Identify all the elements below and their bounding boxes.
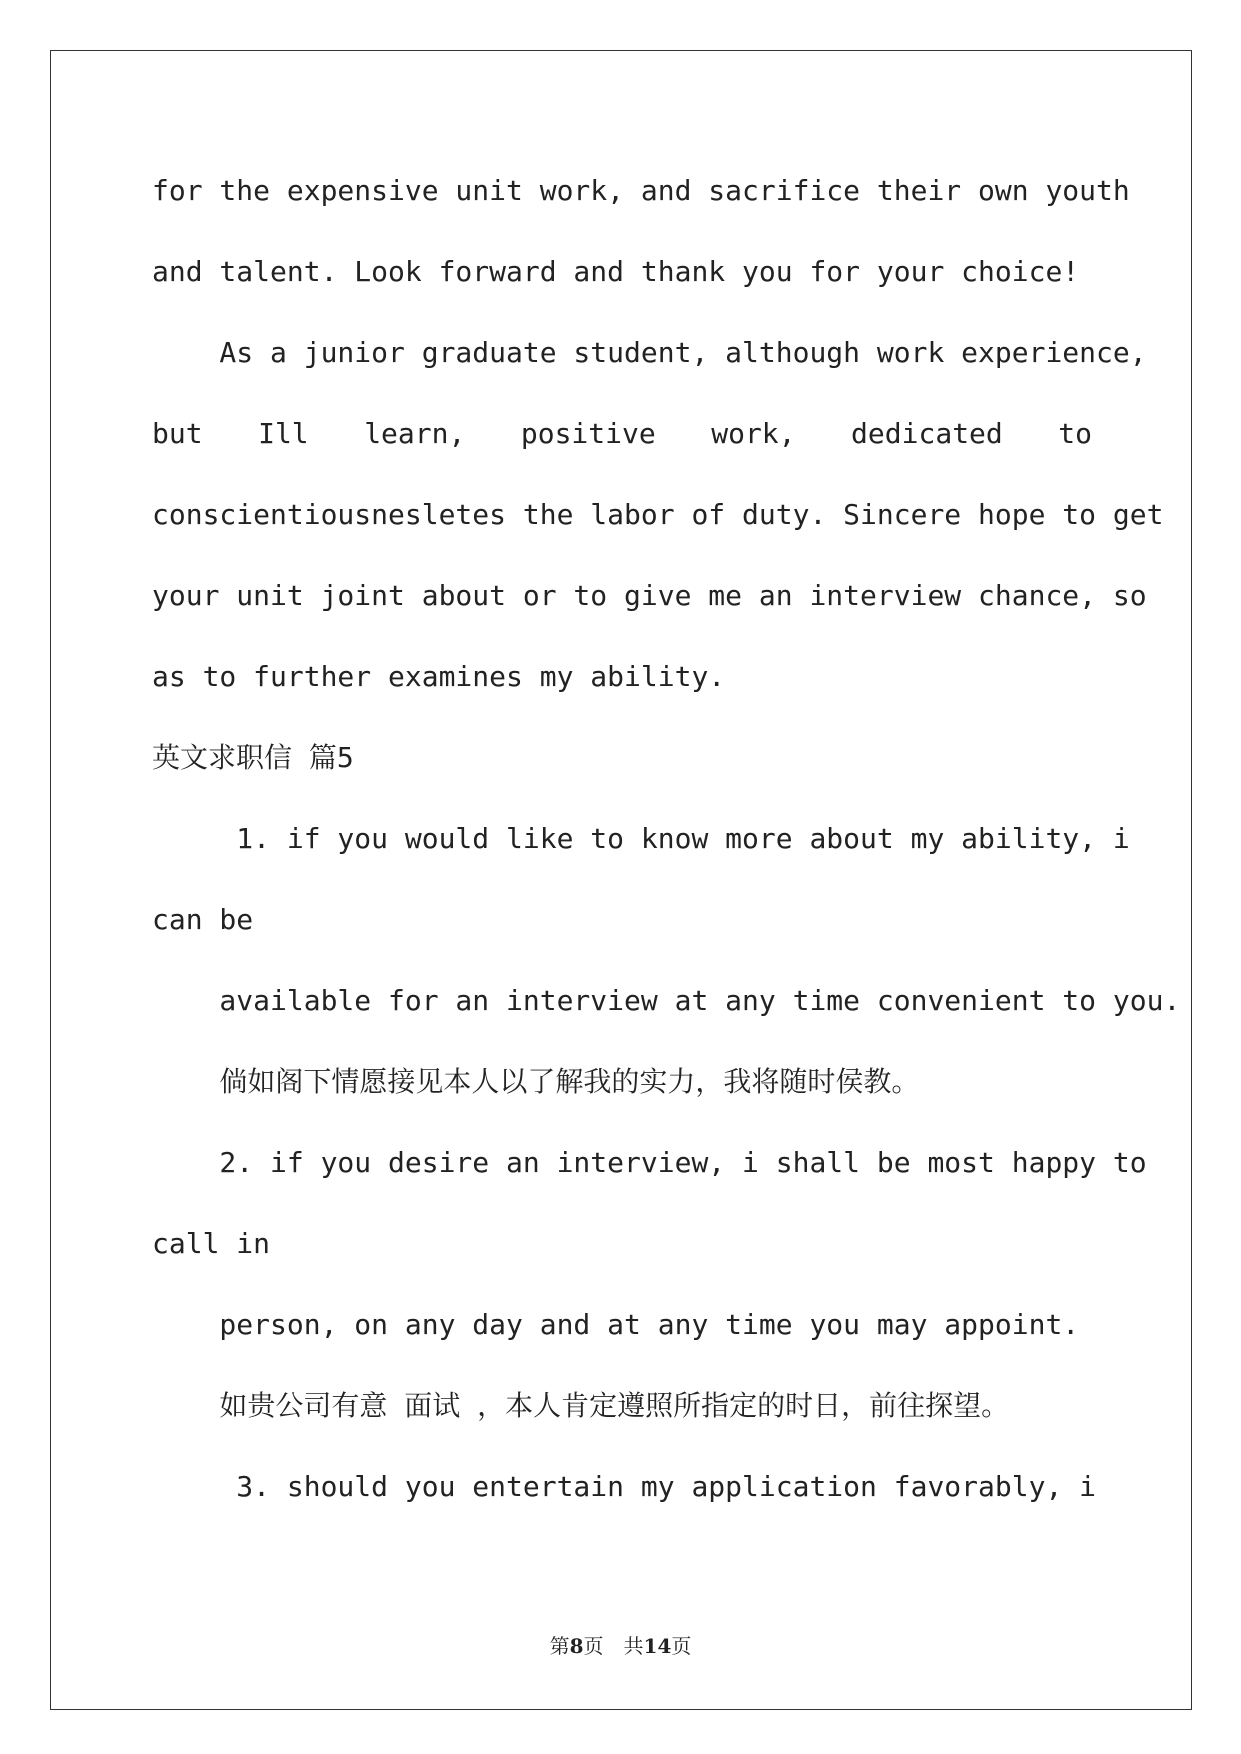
body-line-11: available for an interview at any time convenient to you.	[152, 984, 1181, 1017]
body-line-16: 如贵公司有意 面试 ，本人肯定遵照所指定的时日，前往探望。	[152, 1389, 1010, 1422]
page-border	[50, 50, 1192, 1710]
footer-page-number: 8	[569, 1634, 584, 1658]
body-line-1: for the expensive unit work, and sacrifice their own youth	[152, 174, 1130, 207]
body-line-3: As a junior graduate student, although work experience,	[152, 336, 1147, 369]
footer-suffix: 页	[671, 1634, 692, 1658]
body-line-7: as to further examines my ability.	[152, 660, 726, 693]
body-line-14: call in	[152, 1227, 271, 1260]
body-line-9: 1. if you would like to know more about my ability, i	[152, 822, 1130, 855]
page-footer	[0, 1630, 1241, 1659]
body-line-10: can be	[152, 903, 254, 936]
body-line-5: conscientiousnesletes the labor of duty. Sincere hope to get	[152, 498, 1164, 531]
body-line-13: 2. if you desire an interview, i shall be most happy to	[152, 1146, 1147, 1179]
section-heading: 英文求职信 篇5	[152, 741, 354, 774]
body-line-12: 倘如阁下情愿接见本人以了解我的实力，我将随时侯教。	[152, 1065, 920, 1098]
body-line-2: and talent. Look forward and thank you for your choice!	[152, 255, 1080, 288]
body-line-6: your unit joint about or to give me an interview chance, so	[152, 579, 1147, 612]
body-line-17: 3. should you entertain my application favorably, i	[152, 1470, 1097, 1503]
footer-prefix: 第	[549, 1634, 570, 1658]
body-line-15: person, on any day and at any time you may appoint.	[152, 1308, 1080, 1341]
body-line-4: but Ill learn, positive work, dedicated to	[152, 417, 1092, 450]
footer-mid: 页 共	[583, 1634, 644, 1658]
footer-total-pages: 14	[643, 1634, 672, 1658]
